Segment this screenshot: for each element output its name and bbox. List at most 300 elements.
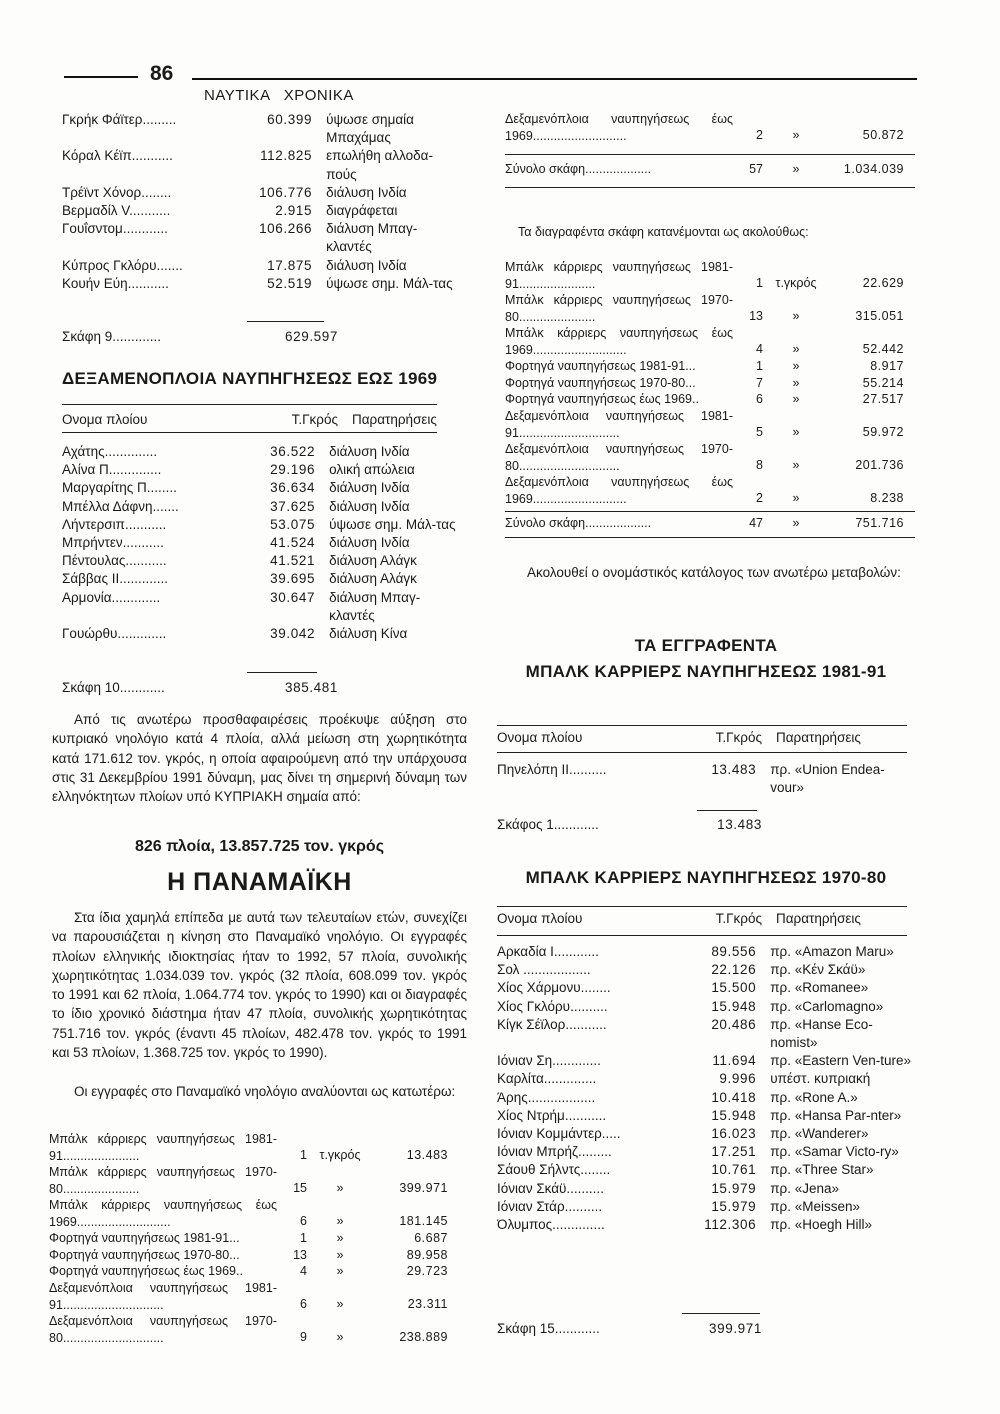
gross-tonnage: 60.399 — [267, 112, 313, 127]
vessel-count: 4 — [300, 1264, 307, 1279]
ship-name: Κύπρος Γκλόρυ....... — [62, 257, 183, 273]
tonnage-value: 23.311 — [407, 1297, 448, 1312]
table-header — [62, 411, 462, 429]
gross-tonnage: 17.251 — [711, 1144, 757, 1160]
remarks: διάλυση Ινδία — [326, 257, 407, 273]
unit: » — [792, 162, 800, 176]
remarks: πρ. «Jena» — [770, 1180, 840, 1196]
table-row — [497, 998, 915, 1016]
remarks: πρ. «Three Star» — [770, 1162, 874, 1178]
cyprus-total: 826 πλοία, 13.857.725 τον. γκρός — [134, 838, 385, 855]
total-row — [497, 1320, 915, 1338]
registrations-summary-cont — [505, 111, 915, 144]
ship-name: Κουήν Εύη........... — [62, 275, 169, 291]
category-label: Φορτηγά ναυπηγήσεως έως 1969.. — [49, 1264, 243, 1279]
table-row — [62, 461, 462, 479]
vessel-count: 2 — [756, 128, 763, 143]
category-label: Μπάλκ κάρριερς ναυπηγήσεως έως 1969........................... — [505, 326, 733, 357]
deletions-intro: Τα διαγραφέντα σκάφη κατανέμονται ως ακολούθως: — [518, 225, 809, 239]
panama-paragraph-2: Οι εγγραφές στο Παναμαϊκό νηολόγιο αναλύονται ως κατωτέρω: — [74, 1084, 456, 1099]
total-rule — [247, 672, 317, 673]
table-row — [62, 443, 462, 461]
remarks: πρ. «Hanse Eco-nomist» — [770, 1016, 873, 1051]
rule — [505, 537, 915, 538]
summary-row — [49, 1197, 459, 1230]
ship-name: Μπρήντεν........... — [62, 535, 164, 551]
summary-row — [505, 161, 915, 178]
gross-tonnage: 37.625 — [270, 498, 316, 514]
vessel-count: 6 — [756, 392, 763, 407]
ship-name: Γουώρθυ............. — [62, 626, 167, 642]
ship-name: Σάουθ Σήλντς........ — [497, 1162, 611, 1178]
summary-row — [49, 1247, 459, 1264]
panama-paragraph-1: Στα ίδια χαμηλά επίπεδα με αυτά των τελευταίων ετών, συνεχίζει να παρουσιάζεται η κίνηση στο Παναμαϊκό νηολόγιο. Οι εγγραφές πλοίων ελληνικής ιδιοκτησίας ήταν το 1992, 57 πλοία, συνολικής χωρητικότητας 1.034.039 τον. γκρός (32 πλοία, 608.099 τον. γκρός το 1991 και 62 πλοία, 1.064.774 τον. γκρός το 1990) και οι διαγραφές το ίδιο χρονικό διάστημα ήταν 47 πλοία, συνολικής χωρητικότητας 751.716 τον. γκρός (έναντι 45 πλοίων, 482.478 τον. γκρός το 1991 και 53 πλοίων, 1.368.725 τον. γκρός το 1990). — [52, 910, 467, 1061]
unit: » — [792, 359, 800, 373]
running-title: ΝΑΥΤΙΚΑ ΧΡΟΝΙΚΑ — [204, 87, 354, 104]
gross-tonnage: 629.597 — [285, 329, 338, 344]
category-label: Φορτηγά ναυπηγήσεως 1970-80... — [505, 375, 696, 390]
gross-tonnage: 41.524 — [270, 535, 316, 551]
section-heading-registered: ΤΑ ΕΓΓΡΑΦΕΝΤΑ — [634, 636, 778, 655]
ship-name: Όλυμπος.............. — [497, 1217, 605, 1233]
vessel-count: 1 — [756, 359, 763, 373]
summary-row — [49, 1164, 459, 1197]
vessel-count: 13 — [293, 1247, 307, 1262]
table-row — [62, 111, 462, 147]
summary-row — [505, 259, 915, 292]
ship-name: Χίος Γκλόρυ.......... — [497, 998, 608, 1014]
table-row — [62, 275, 462, 293]
unit: » — [336, 1231, 344, 1245]
bulk-1970-80-table — [497, 943, 915, 1234]
gross-tonnage: 15.979 — [711, 1198, 757, 1214]
category-label: Δεξαμενόπλοια ναυπηγήσεως έως 1969........................... — [505, 112, 733, 143]
gross-tonnage: 15.500 — [711, 980, 757, 996]
ship-name: Σκάφη 9............. — [62, 329, 162, 344]
ship-name: Σκάφος 1............ — [497, 817, 599, 832]
vessel-count: 13 — [749, 309, 763, 324]
summary-row — [505, 292, 915, 325]
total-row — [497, 816, 915, 834]
column-header-tonnage: Τ.Γκρός — [291, 412, 338, 427]
gross-tonnage: 385.481 — [285, 680, 338, 695]
tonnage-value: 1.034.039 — [843, 162, 904, 176]
ship-name: Σκάφη 15............ — [497, 1321, 600, 1336]
table-row — [62, 570, 462, 588]
table-header-rule-top — [497, 725, 907, 726]
header-rule-right — [192, 78, 917, 80]
gross-tonnage: 10.418 — [711, 1089, 757, 1105]
ship-name: Ιόνιαν Κομμάντερ..... — [497, 1126, 621, 1142]
gross-tonnage: 53.075 — [270, 516, 316, 532]
ship-name: Μπέλλα Δάφνη....... — [62, 498, 179, 514]
summary-row — [505, 111, 915, 144]
unit: τ.γκρός — [775, 276, 817, 291]
column-header-name: Ονομα πλοίου — [62, 412, 148, 427]
summary-row — [505, 358, 915, 375]
gross-tonnage: 17.875 — [267, 257, 313, 273]
remarks: διάλυση Κίνα — [329, 626, 408, 642]
remarks: πρ. «Union Endea-vour» — [770, 762, 885, 796]
table-header-row — [497, 729, 915, 747]
unit: » — [336, 1214, 344, 1229]
ship-name: Ιόνιαν Στάρ.......... — [497, 1198, 603, 1214]
table-header-rule-bottom — [497, 752, 907, 753]
ship-name: Μαργαρίτης Π........ — [62, 480, 177, 496]
summary-row — [49, 1230, 459, 1247]
category-label: Μπάλκ κάρριερς ναυπηγήσεως έως 1969........................... — [49, 1198, 277, 1229]
category-label: Δεξαμενόπλοια ναυπηγήσεως έως 1969........................... — [505, 475, 733, 506]
remarks: διάλυση Μπαγ-κλαντές — [326, 221, 418, 255]
unit: » — [336, 1181, 344, 1196]
ship-name: Χίος Ντρήμ........... — [497, 1107, 607, 1123]
unit: » — [336, 1297, 344, 1312]
deletions-list-cyprus — [62, 111, 462, 293]
summary-row — [505, 441, 915, 474]
ship-name: Γουΐσντομ............ — [62, 221, 168, 237]
ship-name: Λήντερσιπ........... — [62, 516, 167, 532]
table-row — [497, 1143, 915, 1161]
category-label: Φορτηγά ναυπηγήσεως 1970-80... — [49, 1247, 240, 1262]
unit: » — [792, 458, 800, 473]
table-header — [497, 910, 915, 928]
total-row — [62, 328, 462, 346]
total-rule — [247, 321, 324, 322]
tonnage-value: 27.517 — [862, 392, 904, 407]
table-row — [497, 761, 915, 797]
remarks: διάλυση Αλάγκ — [329, 571, 417, 587]
table-header-rule-bottom — [62, 432, 437, 433]
ship-name: Πέντουλας........... — [62, 553, 167, 569]
table-row — [62, 534, 462, 552]
vessel-count: 47 — [749, 516, 763, 530]
gross-tonnage: 112.306 — [704, 1217, 757, 1233]
category-label: Μπάλκ κάρριερς ναυπηγήσεως 1981-91...................... — [505, 260, 733, 291]
column-header-remarks: Παρατηρήσεις — [776, 730, 861, 745]
tonnage-value: 13.483 — [406, 1148, 448, 1163]
category-label: Μπάλκ κάρριερς ναυπηγήσεως 1970-80...................... — [505, 293, 733, 324]
category-label: Δεξαμενόπλοια ναυπηγήσεως 1981-91............................. — [505, 409, 733, 440]
summary-row — [505, 325, 915, 358]
vessel-count: 1 — [756, 276, 763, 291]
tankers-table — [62, 443, 462, 643]
column-header-name: Ονομα πλοίου — [497, 911, 583, 926]
rule — [505, 187, 915, 188]
table-row — [497, 1089, 915, 1107]
gross-tonnage: 2.915 — [275, 203, 313, 219]
table-row — [62, 589, 462, 625]
remarks: πρ. «Hansa Par-nter» — [770, 1107, 902, 1123]
remarks: πρ. «Κέν Σκάϋ» — [770, 962, 866, 978]
ship-name: Χίος Χάρμονυ........ — [497, 980, 611, 996]
unit: » — [792, 342, 800, 357]
ship-name: Ιόνιαν Σκάϋ.......... — [497, 1180, 604, 1196]
table-row — [62, 516, 462, 534]
summary-row — [505, 391, 915, 408]
table-row — [497, 1016, 915, 1052]
total-row — [62, 328, 462, 346]
ship-name: Σκάφη 10............ — [62, 680, 165, 695]
category-label: Μπάλκ κάρριερς ναυπηγήσεως 1981-91...................... — [49, 1132, 277, 1163]
table-header-rule-top — [497, 906, 907, 907]
vessel-count: 57 — [749, 162, 763, 176]
category-label: Δεξαμενόπλοια ναυπηγήσεως 1970-80............................. — [505, 442, 733, 473]
remarks: ολική απώλεια — [329, 462, 415, 478]
vessel-count: 6 — [300, 1297, 307, 1312]
table-row — [62, 147, 462, 183]
category-label: Δεξαμενόπλοια ναυπηγήσεως 1981-91............................. — [49, 1281, 277, 1312]
tonnage-value: 399.971 — [399, 1181, 448, 1196]
unit: » — [792, 375, 800, 390]
section-heading-tankers-1969: ΔΕΞΑΜΕΝΟΠΛΟΙΑ ΝΑΥΠΗΓΗΣΕΩΣ ΕΩΣ 1969 — [62, 369, 438, 388]
registrations-summary — [49, 1131, 459, 1346]
remarks: διάλυση Ινδία — [329, 444, 410, 459]
unit: » — [792, 309, 800, 324]
gross-tonnage: 13.483 — [711, 762, 757, 777]
table-header-rule-top — [62, 404, 437, 405]
tonnage-value: 6.687 — [414, 1231, 448, 1245]
category-label: Φορτηγά ναυπηγήσεως 1981-91... — [49, 1231, 240, 1245]
tonnage-value: 8.238 — [870, 491, 904, 506]
category-label: Μπάλκ κάρριερς ναυπηγήσεως 1970-80...................... — [49, 1165, 277, 1196]
summary-row — [49, 1280, 459, 1313]
ship-name: Αρκαδία Ι............ — [497, 944, 599, 959]
ship-name: Πηνελόπη ΙΙ.......... — [497, 762, 607, 777]
remarks: πρ. «Meissen» — [770, 1198, 860, 1214]
remarks: ύψωσε σημαία Μπαχάμας — [326, 112, 414, 146]
gross-tonnage: 112.825 — [260, 148, 313, 164]
gross-tonnage: 9.996 — [719, 1071, 757, 1087]
table-row — [62, 202, 462, 220]
vessel-count: 7 — [756, 375, 763, 390]
table-header — [497, 729, 915, 747]
remarks: ύψωσε σημ. Μάλ-τας — [326, 275, 453, 291]
unit: » — [336, 1247, 344, 1262]
unit: » — [792, 392, 800, 407]
remarks: διάλυση Μπαγ-κλαντές — [329, 589, 421, 623]
gross-tonnage: 106.266 — [259, 221, 313, 237]
gross-tonnage: 106.776 — [259, 184, 313, 200]
gross-tonnage: 52.519 — [267, 275, 313, 291]
ship-name: Γκρήκ Φάϊτερ......... — [62, 112, 177, 127]
vessel-count: 1 — [300, 1148, 307, 1163]
section-heading-bulk-1981-91: ΜΠΑΛΚ ΚΑΡΡΙΕΡΣ ΝΑΥΠΗΓΗΣΕΩΣ 1981-91 — [525, 662, 887, 681]
ship-name: Σολ .................. — [497, 962, 591, 978]
unit: » — [792, 128, 800, 143]
vessel-count: 5 — [756, 425, 763, 440]
gross-tonnage: 11.694 — [712, 1053, 757, 1069]
vessel-count: 15 — [293, 1181, 307, 1196]
summary-row — [505, 408, 915, 441]
remarks: υπέστ. κυπριακή — [770, 1071, 871, 1087]
ship-name: Αρμονία............. — [62, 589, 161, 605]
total-rule — [682, 1313, 760, 1314]
column-header-tonnage: Τ.Γκρός — [715, 730, 762, 745]
gross-tonnage: 16.023 — [711, 1126, 757, 1142]
gross-tonnage: 36.634 — [270, 480, 316, 496]
remarks: πρ. «Samar Victo-ry» — [770, 1144, 899, 1160]
remarks: πρ. «Eastern Ven-ture» — [770, 1053, 912, 1069]
cyprus-paragraph: Από τις ανωτέρω προσθαφαιρέσεις προέκυψε αύξηση στο κυπριακό νηολόγιο κατά 4 πλοία, αλλά μείωση στη χωρητικότητα κατά 171.612 τον. γκρός, η οποία αφαιρούμενη από την υπάρχουσα στις 31 Δεκεμβρίου 1991 δύναμη, μας δίνει τη σημερινή δύναμη των ελληνόκτητων πλοίων υπό ΚΥΠΡΙΑΚΗ σημαία από: — [52, 712, 467, 805]
ship-name: Ιόνιαν Ση............. — [497, 1053, 601, 1069]
remarks: επωλήθη αλλοδα-πούς — [326, 148, 433, 182]
ship-name: Βερμαδίλ V........... — [62, 203, 171, 219]
gross-tonnage: 39.695 — [270, 571, 316, 587]
table-row — [497, 1052, 915, 1070]
column-header-tonnage: Τ.Γκρός — [715, 911, 762, 926]
total-row — [62, 679, 462, 697]
total-row — [497, 1320, 915, 1338]
remarks: διάλυση Ινδία — [329, 535, 410, 551]
summary-row — [49, 1131, 459, 1164]
gross-tonnage: 36.522 — [270, 444, 316, 459]
tonnage-value: 751.716 — [855, 516, 904, 530]
table-row — [62, 184, 462, 202]
summary-row — [505, 375, 915, 392]
table-header-rule-bottom — [497, 935, 907, 936]
table-row — [62, 498, 462, 516]
unit: » — [336, 1264, 344, 1279]
gross-tonnage: 20.486 — [711, 1016, 757, 1032]
vessel-count: 1 — [300, 1231, 307, 1245]
total-row — [497, 816, 915, 834]
unit: » — [792, 425, 800, 440]
vessel-count: 2 — [756, 491, 763, 506]
rule — [505, 511, 915, 512]
gross-tonnage: 41.521 — [270, 553, 316, 569]
tonnage-value: 238.889 — [399, 1330, 448, 1345]
table-header-row — [497, 910, 915, 928]
gross-tonnage: 15.948 — [711, 998, 757, 1014]
total-rule — [697, 810, 757, 811]
table-row — [62, 479, 462, 497]
header-rule-left — [64, 76, 138, 78]
category-label: Φορτηγά ναυπηγήσεως έως 1969.. — [505, 392, 699, 407]
column-header-remarks: Παρατηρήσεις — [776, 911, 861, 926]
tonnage-value: 201.736 — [855, 458, 904, 473]
table-row — [497, 1125, 915, 1143]
table-row — [497, 943, 915, 961]
list-intro: Ακολουθεί ο ονομάστικός κατάλογος των ανωτέρω μεταβολών: — [527, 565, 901, 580]
column-header-name: Ονομα πλοίου — [497, 730, 583, 745]
ship-name: Σάββας ΙΙ............. — [62, 571, 169, 587]
tonnage-value: 52.442 — [862, 342, 904, 357]
category-label: Σύνολο σκάφη................... — [505, 162, 652, 176]
summary-row — [505, 474, 915, 507]
deletions-summary — [505, 259, 915, 507]
remarks: ύψωσε σημ. Μάλ-τας — [329, 516, 456, 532]
gross-tonnage: 22.126 — [711, 962, 757, 978]
tonnage-value: 181.145 — [399, 1214, 448, 1229]
unit: » — [336, 1330, 344, 1345]
tonnage-value: 29.723 — [406, 1264, 448, 1279]
gross-tonnage: 29.196 — [270, 462, 316, 478]
summary-row — [49, 1263, 459, 1280]
table-row — [497, 961, 915, 979]
remarks: πρ. «Romanee» — [770, 980, 869, 996]
remarks: πρ. «Wanderer» — [770, 1126, 869, 1142]
gross-tonnage: 89.556 — [711, 944, 757, 959]
section-heading-bulk-1970-80: ΜΠΑΛΚ ΚΑΡΡΙΕΡΣ ΝΑΥΠΗΓΗΣΕΩΣ 1970-80 — [525, 868, 887, 887]
remarks: πρ. «Hoegh Hill» — [770, 1217, 873, 1233]
gross-tonnage: 39.042 — [270, 626, 316, 642]
table-row — [62, 257, 462, 275]
gross-tonnage: 15.979 — [711, 1180, 757, 1196]
gross-tonnage: 15.948 — [711, 1107, 757, 1123]
category-label: Φορτηγά ναυπηγήσεως 1981-91... — [505, 359, 696, 373]
remarks: πρ. «Rone A.» — [770, 1089, 858, 1105]
tonnage-value: 55.214 — [862, 375, 904, 390]
table-row — [497, 1107, 915, 1125]
ship-name: Κόραλ Κέϊπ........... — [62, 148, 173, 164]
vessel-count: 4 — [756, 342, 763, 357]
table-row — [497, 1198, 915, 1216]
gross-tonnage: 30.647 — [270, 589, 316, 605]
vessel-count: 8 — [756, 458, 763, 473]
tonnage-value: 315.051 — [855, 309, 904, 324]
column-header-remarks: Παρατηρήσεις — [352, 412, 437, 427]
tonnage-value: 59.972 — [862, 425, 904, 440]
tonnage-value: 50.872 — [862, 128, 904, 143]
unit: » — [792, 491, 800, 506]
ship-name: Ιόνιαν Μπρήζ......... — [497, 1144, 612, 1160]
ship-name: Τρέϊντ Χόνορ........ — [62, 184, 172, 200]
gross-tonnage: 13.483 — [717, 817, 762, 832]
unit: τ.γκρός — [319, 1148, 361, 1163]
table-header-row — [62, 411, 462, 429]
vessel-count: 9 — [300, 1330, 307, 1345]
summary-row — [505, 515, 915, 532]
ship-name: Αχάτης.............. — [62, 444, 158, 459]
bulk-1981-91-table — [497, 761, 915, 797]
tonnage-value: 89.958 — [406, 1247, 448, 1262]
remarks: πρ. «Amazon Maru» — [770, 944, 894, 959]
category-label: Σύνολο σκάφη................... — [505, 516, 652, 530]
section-heading-panama: Η ΠΑΝΑΜΑΪΚΗ — [167, 868, 352, 896]
table-row — [497, 1216, 915, 1234]
remarks: διαγράφεται — [326, 203, 398, 219]
table-row — [497, 1070, 915, 1088]
remarks: διάλυση Ινδία — [329, 498, 410, 514]
registrations-total — [505, 161, 915, 178]
table-row — [497, 1180, 915, 1198]
page-number: 86 — [150, 62, 174, 85]
table-row — [62, 552, 462, 570]
category-label: Δεξαμενόπλοια ναυπηγήσεως 1970-80............................. — [49, 1314, 277, 1345]
ship-name: Κίγκ Σέϊλορ........... — [497, 1016, 607, 1032]
tonnage-value: 22.629 — [862, 276, 904, 291]
tonnage-value: 8.917 — [870, 359, 904, 373]
gross-tonnage: 399.971 — [709, 1321, 762, 1336]
table-row — [62, 625, 462, 643]
unit: » — [792, 516, 800, 530]
remarks: διάλυση Ινδία — [326, 184, 407, 200]
deletions-total — [505, 515, 915, 532]
table-row — [497, 1161, 915, 1179]
summary-row — [49, 1313, 459, 1346]
total-row — [62, 679, 462, 697]
ship-name: Καρλίτα.............. — [497, 1071, 597, 1087]
remarks: διάλυση Ινδία — [329, 480, 410, 496]
gross-tonnage: 10.761 — [711, 1162, 757, 1178]
rule — [505, 154, 915, 155]
ship-name: Αλίνα Π.............. — [62, 462, 162, 478]
table-row — [62, 220, 462, 256]
remarks: διάλυση Αλάγκ — [329, 553, 417, 569]
table-row — [497, 979, 915, 997]
vessel-count: 6 — [300, 1214, 307, 1229]
ship-name: Άρης.................. — [497, 1089, 596, 1105]
